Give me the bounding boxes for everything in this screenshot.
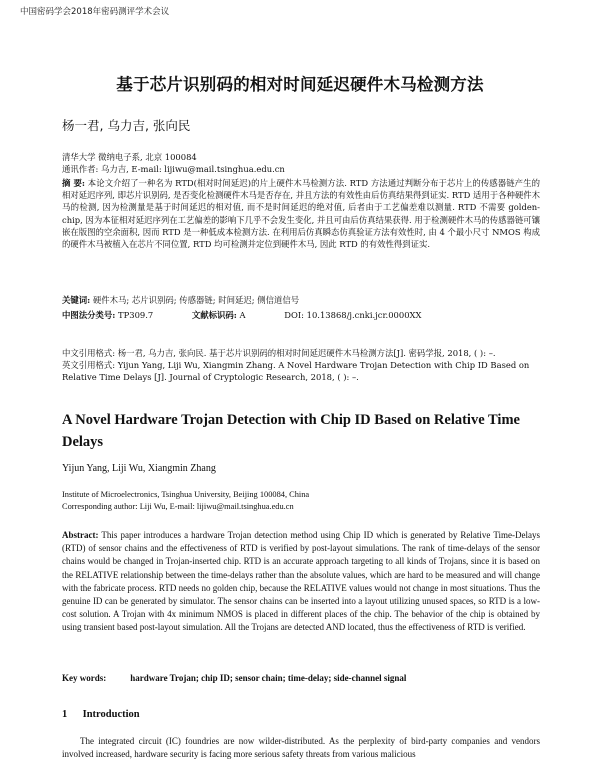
keywords-text-cn: 硬件木马; 芯片识别码; 传感器链; 时间延迟; 侧信道信号 [92,295,300,305]
running-header: 中国密码学会2018年密码测评学术会议 [20,7,170,17]
correspondence-cn: 通讯作者: 乌力吉, E-mail: lijiwu@mail.tsinghua.edu.cn [62,164,285,175]
doc-code-label: 文献标识码: [191,310,237,320]
keywords-text-en: hardware Trojan; chip ID; sensor chain; time-delay; side-channel signal [130,673,407,683]
abstract-text-en: This paper introduces a hardware Trojan detection method using Chip ID which is generated by Relative Time-Delays (RTD) of sensor chains and the effectiveness of RTD is verified by post-layout simulations. The rank of time-delays of the sensor chains would be changed in Trojan-inserted chip. RTD is an accurate approach targeting to all kinds of Trojans, since it is based on the RELATIVE relationship between the time-delays rather than the absolute values, which are hard to be measured and will change with the fabricate process. RTD needs no golden chip, because the RELATIVE values would not change in most situations. Thus the genuine ID can be generated by simulator. The sensor chains can be inserted into a layout utilizing unused spaces, so RTD is a low-cost solution. A Trojan with 4x minimum NMOS is placed in different places of the chip. The behavior of the chip is obtained by using transient based post-layout simulation. All the Trojans are detected AND located, thus the effectiveness of RTD is verified. [62,530,540,633]
page-title-cn: 基于芯片识别码的相对时间延迟硬件木马检测方法 [116,75,484,94]
authors-en: Yijun Yang, Liji Wu, Xiangmin Zhang [62,463,216,474]
correspondence-en: Corresponding author: Liji Wu, E-mail: lijiwu@mail.tsinghua.edu.cn [62,502,294,511]
section-heading [62,709,140,720]
authors-cn: 杨一君, 乌力吉, 张向民 [62,118,191,133]
citation-cn: 中文引用格式: 杨一君, 乌力吉, 张向民. 基于芯片识别码的相对时间延迟硬件木马检测方法[J]. 密码学报, 2018, ( ): –. [62,348,496,358]
abstract-en [62,529,540,635]
citation-block [62,347,540,384]
affiliation-cn: 清华大学 微纳电子系, 北京 100084 [62,152,197,162]
abstract-label-en: Abstract: [62,530,99,540]
clc-label: 中图法分类号: [62,310,116,320]
affiliation-block-en [62,489,540,513]
section-number: 1 [62,709,68,720]
intro-paragraph: The integrated circuit (IC) foundries are now wilder-distributed. As the perplexity of bird-party companies and vendors involved increased, hardware security is facing more serious safety threats from various malicious [62,736,540,760]
abstract-cn [62,177,540,250]
doc-code: A [239,310,246,320]
keywords-label-en: Key words: [62,673,107,683]
citation-en: 英文引用格式: Yijun Yang, Liji Wu, Xiangmin Zhang. A Novel Hardware Trojan Detection with Chip ID Based on Relative Time Delays [J]. Journal of Cryptologic Research, 2018, ( ): –. [62,360,530,383]
keywords-cn [62,294,540,306]
abstract-label-cn: 摘 要: [62,178,86,188]
keywords-label-cn: 关键词: [62,295,91,305]
clc-code: TP309.7 [118,310,154,320]
page-title-en: A Novel Hardware Trojan Detection with Chip ID Based on Relative Time Delays [62,412,520,450]
classification-line [62,309,540,321]
doi: DOI: 10.13868/j.cnki.jcr.0000XX [284,310,422,320]
affiliation-block-cn [62,151,542,175]
abstract-text-cn: 本论文介绍了一种名为 RTD(相对时间延迟)的片上硬件木马检测方法. RTD 方法通过判断分布于芯片上的传感器链产生的相对延迟序列, 即芯片识别码, 是否变化检测硬件木马是否存在, 并且方法的有效性由后仿真结果得到证实. RTD 适用于各种硬件木马的检测, 因为检测量是基于时间延迟的相对值, 而不是时间延迟的绝对值, 后者由于工艺偏差难以测量. RTD 不需要 golden-chip, 因为本征相对延迟序列在工艺偏差的影响下几乎不会发生变化, 并且可由后仿真结果获得. 用于检测硬件木马的传感器链可镶嵌在版图的空余面积, 因而 RTD 是一种低成本检测方法. 在利用后仿真瞬态仿真验证方法有效性时, 由 4 个最小尺寸 NMOS 构成的硬件木马被植入在芯片不同位置, RTD 均可检测并定位到硬件木马, 因此 RTD 的有效性得到证实. [62,178,540,250]
keywords-en [62,673,540,683]
affiliation-en: Institute of Microelectronics, Tsinghua University, Beijing 100084, China [62,490,310,499]
section-title: Introduction [82,709,140,720]
